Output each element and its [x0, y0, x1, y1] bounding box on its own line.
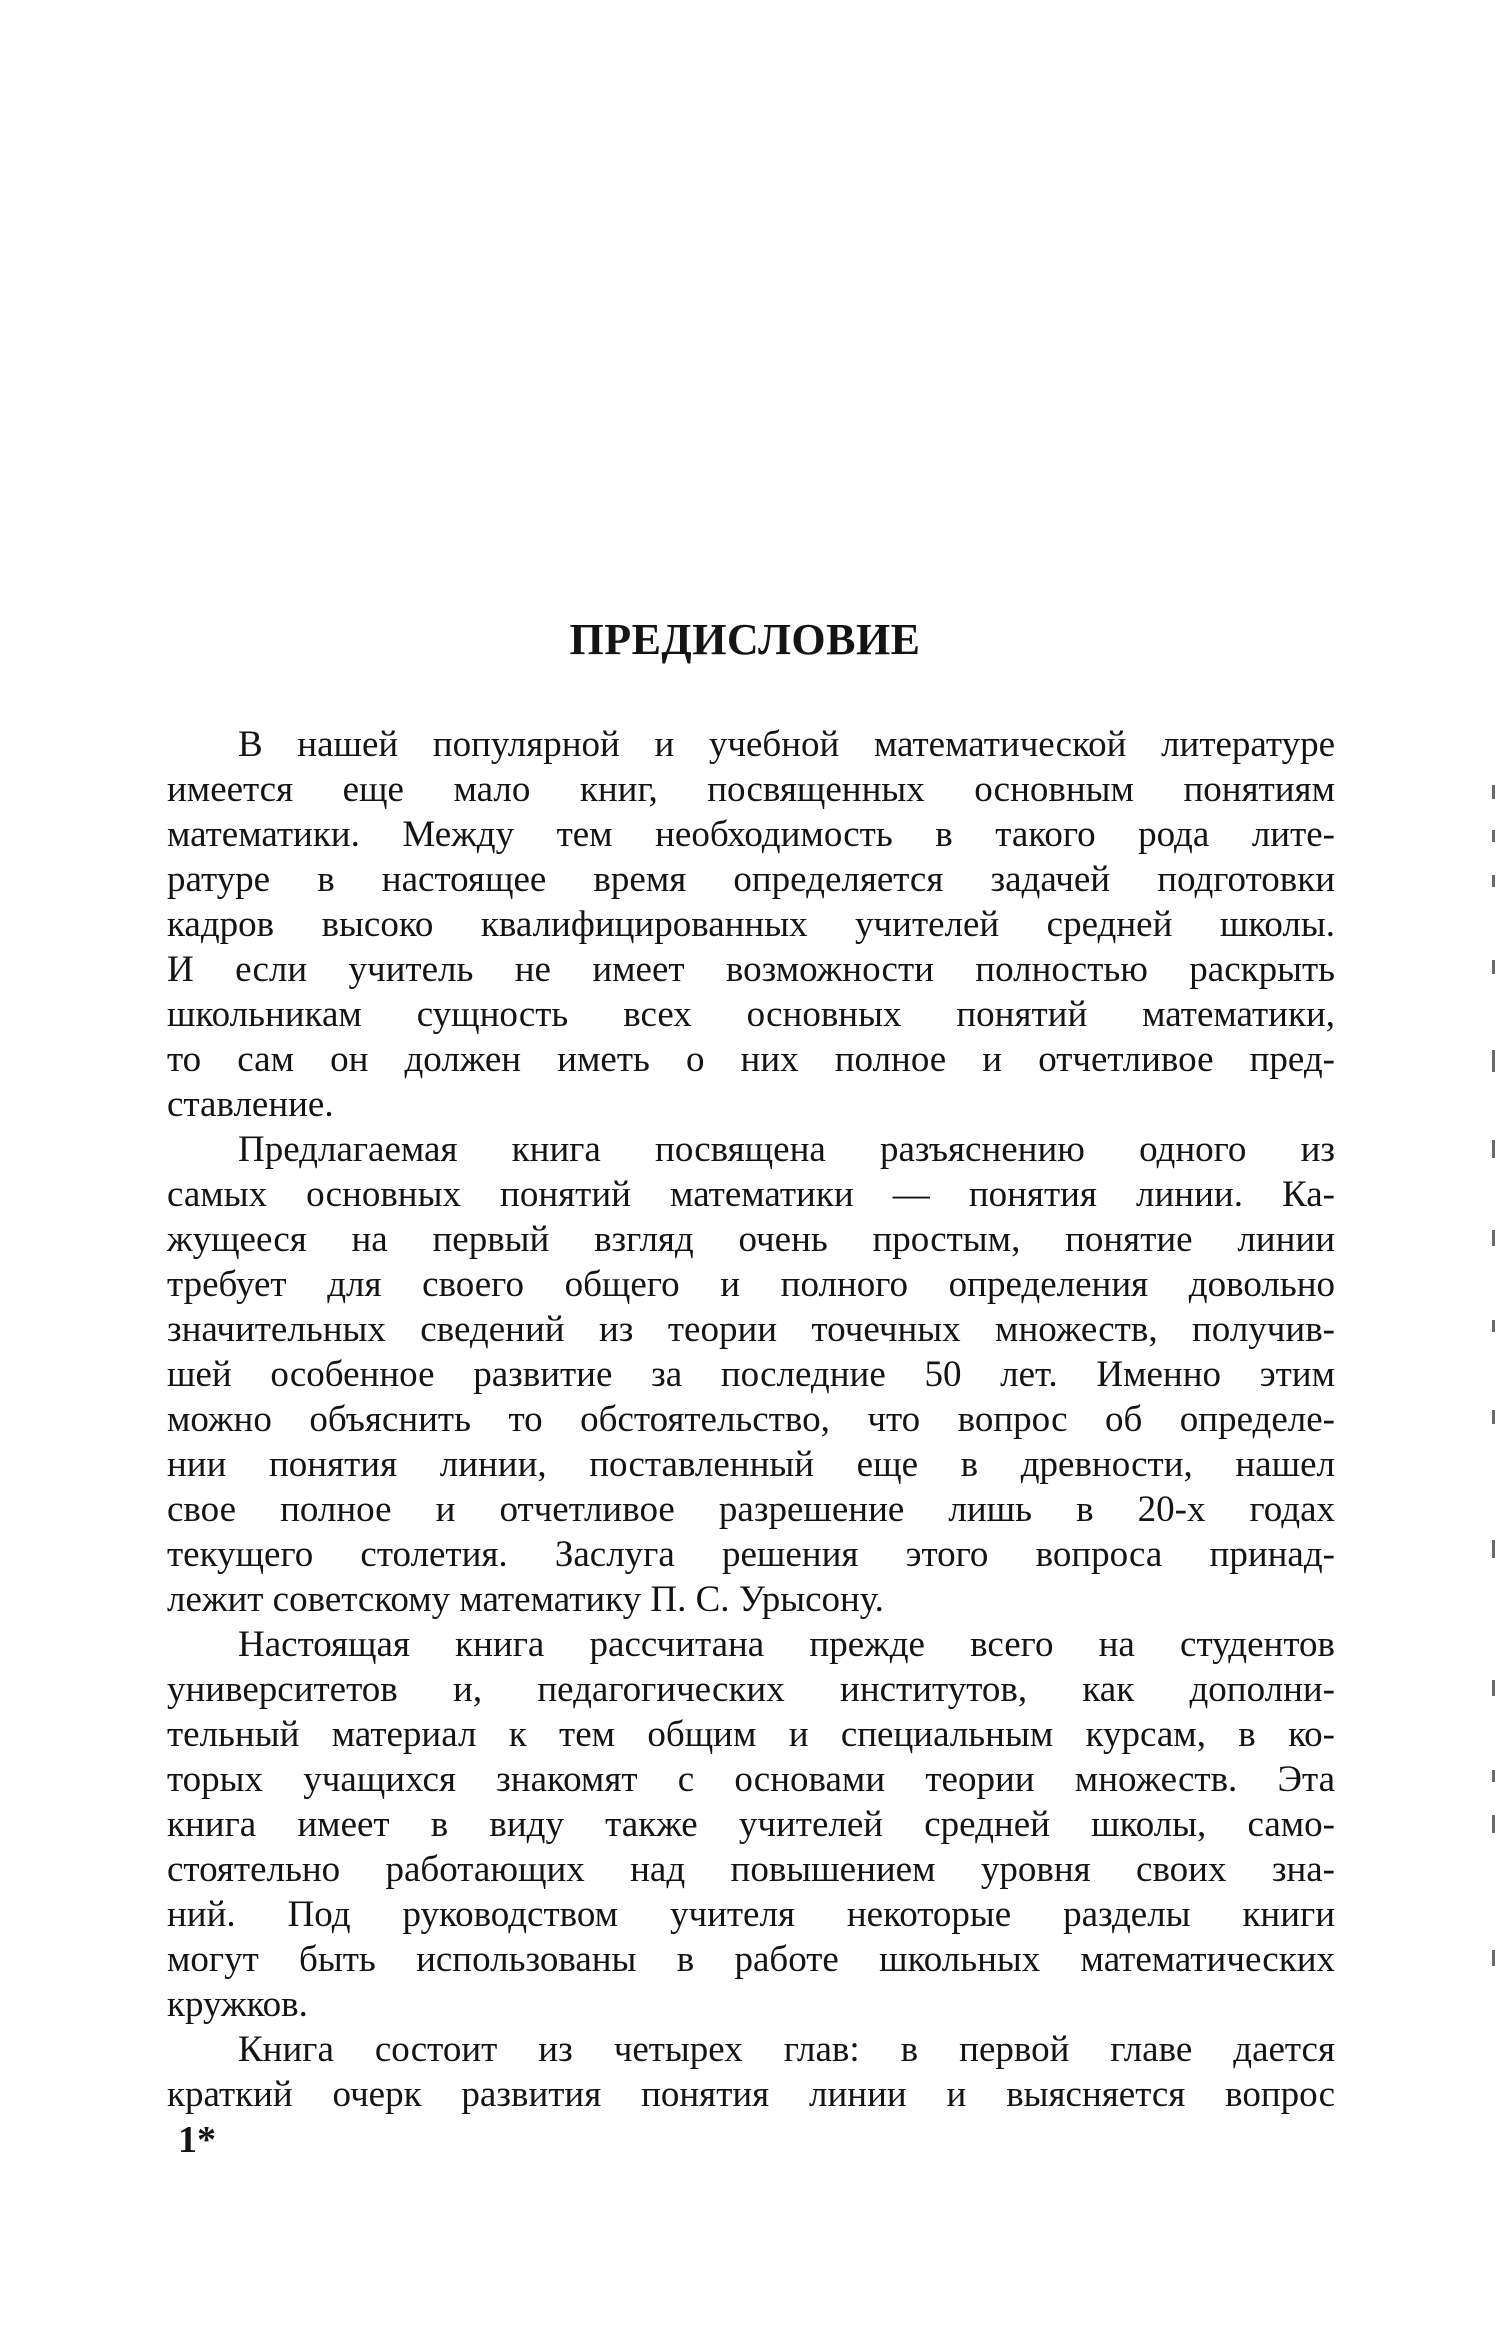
text-line: жущееся на первый взгляд очень простым, понятие линии — [167, 1219, 1335, 1260]
text-line: тельный материал к тем общим и специальным курсам, в ко- — [167, 1714, 1335, 1755]
text-line: текущего столетия. Заслуга решения этого вопроса принад- — [167, 1534, 1335, 1575]
text-line: И если учитель не имеет возможности полностью раскрыть — [167, 949, 1335, 990]
scan-mark — [1492, 1950, 1495, 1966]
signature-mark: 1* — [178, 2119, 216, 2161]
text-line: кадров высоко квалифицированных учителей средней школы. — [167, 904, 1335, 945]
text-line: можно объяснить то обстоятельство, что вопрос об определе- — [167, 1399, 1335, 1440]
text-line: стоятельно работающих над повышением уровня своих зна- — [167, 1849, 1335, 1890]
text-line: торых учащихся знакомят с основами теории множеств. Эта — [167, 1759, 1335, 1800]
text-line: ний. Под руководством учителя некоторые разделы книги — [167, 1894, 1335, 1935]
text-line: книга имеет в виду также учителей средней школы, само- — [167, 1804, 1335, 1845]
text-line: требует для своего общего и полного определения довольно — [167, 1264, 1335, 1305]
text-line: Предлагаемая книга посвящена разъяснению одного из — [238, 1129, 1335, 1170]
text-line: имеется еще мало книг, посвященных основным понятиям — [167, 769, 1335, 810]
scan-mark — [1492, 830, 1495, 842]
scan-mark — [1492, 1410, 1495, 1424]
text-line: математики. Между тем необходимость в такого рода лите- — [167, 814, 1335, 855]
text-line: ратуре в настоящее время определяется задачей подготовки — [167, 859, 1335, 900]
text-line: шей особенное развитие за последние 50 лет. Именно этим — [167, 1354, 1335, 1395]
text-line: В нашей популярной и учебной математической литературе — [238, 724, 1335, 765]
text-line: значительных сведений из теории точечных множеств, получив- — [167, 1309, 1335, 1350]
text-line: лежит советскому математику П. С. Урысону. — [167, 1579, 884, 1620]
scan-mark — [1492, 1140, 1495, 1158]
scan-mark — [1492, 1815, 1495, 1833]
scan-mark — [1492, 1320, 1495, 1332]
text-line: школьникам сущность всех основных понятий математики, — [167, 994, 1335, 1035]
scan-mark — [1492, 875, 1495, 887]
text-line: краткий очерк развития понятия линии и выясняется вопрос — [167, 2074, 1335, 2115]
scan-mark — [1492, 960, 1495, 974]
text-line: Настоящая книга рассчитана прежде всего на студентов — [238, 1624, 1335, 1665]
text-line: свое полное и отчетливое разрешение лишь в 20-х годах — [167, 1489, 1335, 1530]
text-line: то сам он должен иметь о них полное и отчетливое пред- — [167, 1039, 1335, 1080]
scan-mark — [1492, 1050, 1495, 1072]
text-line: могут быть использованы в работе школьных математических — [167, 1939, 1335, 1980]
scan-mark — [1492, 1540, 1495, 1558]
page-title: ПРЕДИСЛОВИЕ — [569, 615, 921, 664]
text-line: нии понятия линии, поставленный еще в древности, нашел — [167, 1444, 1335, 1485]
scan-mark — [1492, 1230, 1495, 1246]
scan-mark — [1492, 1770, 1495, 1782]
text-line: самых основных понятий математики — понятия линии. Ка- — [167, 1174, 1335, 1215]
text-line: Книга состоит из четырех глав: в первой главе дается — [238, 2029, 1335, 2070]
scan-mark — [1492, 785, 1495, 799]
scan-mark — [1492, 1680, 1495, 1696]
text-line: кружков. — [167, 1984, 308, 2025]
text-line: университетов и, педагогических институтов, как дополни- — [167, 1669, 1335, 1710]
text-line: ставление. — [167, 1084, 334, 1125]
